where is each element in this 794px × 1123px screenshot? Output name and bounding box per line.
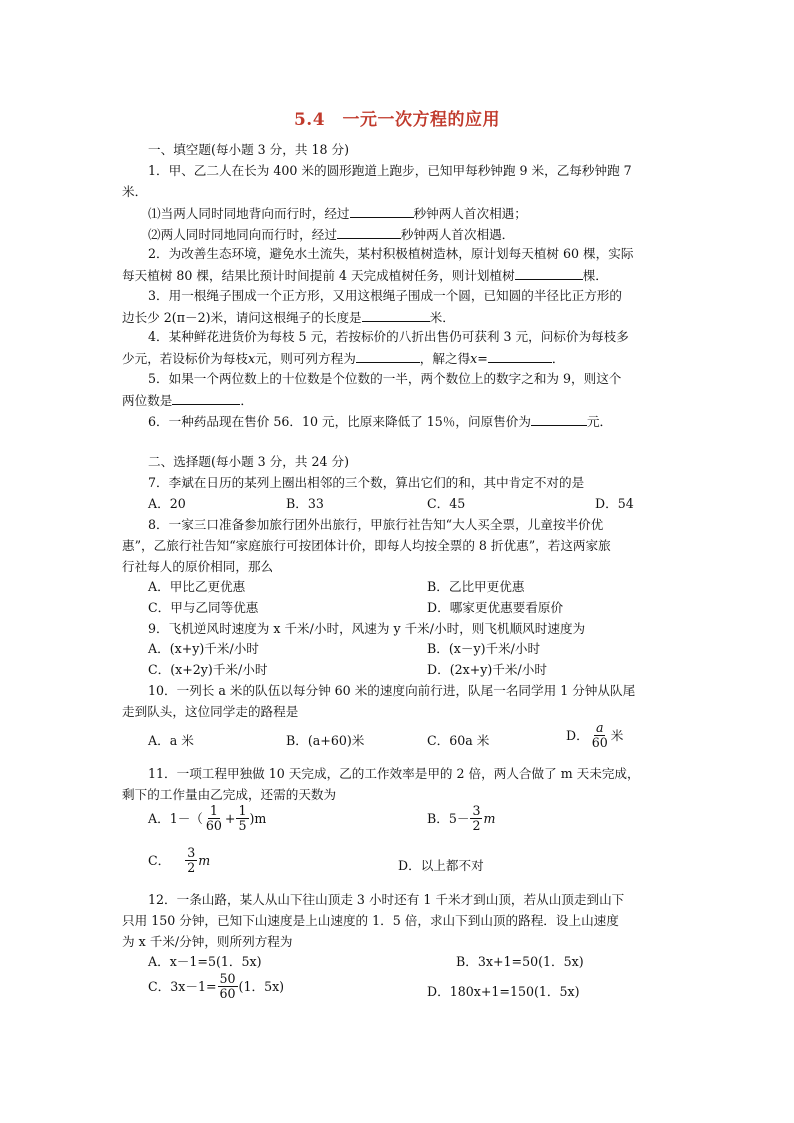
q11-a-f2-denominator: 5 [238,818,247,833]
q8-text-line3: 行社每人的原价相同，那么 [122,559,274,574]
q7-text: 7．李斌在日历的某列上圈出相邻的三个数，算出它们的和，其中肯定不对的是 [148,475,585,490]
q1-part-a-blank[interactable] [350,205,414,218]
q12-option-c[interactable] [148,972,284,1001]
q10-text-line2: 走到队头，这位同学走的路程是 [122,704,299,719]
q12-option-b[interactable]: B．3x+1=50(1．5x) [456,954,584,969]
q11-c-fraction [185,846,197,875]
q8-option-a[interactable]: A．甲比乙更优惠 [148,579,246,594]
q11-c-denominator: 2 [187,860,196,875]
q12-c-pre: C．3x－1= [148,978,217,994]
q11-b-numerator: 3 [472,803,481,818]
section-heading-multiple-choice: 二、选择题(每小题 3 分，共 24 分) [148,454,350,469]
q1-part-b-pre: ⑵两人同时同地同向而行时，经过 [148,227,337,242]
q1-part-a [148,205,527,222]
q4-variable-x: x [247,351,256,366]
q2-text-line2 [122,267,608,284]
q7-option-a[interactable]: A．20 [148,496,186,511]
q5-line2-pre: 两位数是 [122,393,173,408]
q11-b-pre: B．5－ [427,810,470,826]
q11-a-f1-denominator: 60 [205,818,222,833]
q5-line2-post: ． [240,393,253,408]
q6-post: 元． [586,414,613,429]
q3-line2-post: 米． [429,310,455,325]
q4-variable-x2: x [470,351,478,366]
q12-text-line1: 12．一条山路，某人从山下往山顶走 3 小时还有 1 千米才到山顶，若从山顶走到山下 [148,892,625,907]
q4-line2-pre: 少元，若设标价为每枝 [122,351,248,366]
q9-text: 9．飞机逆风时速度为 x 千米/小时，风速为 y 千米/小时，则飞机顺风时速度为 [148,621,586,636]
q9-option-a[interactable]: A．(x+y)千米/小时 [148,641,259,656]
q10-option-b[interactable]: B．(a+60)米 [286,733,365,748]
q11-a-fraction1 [204,804,224,833]
q10-option-d[interactable] [566,721,623,750]
section-heading-fill-in: 一、填空题(每小题 3 分，共 18 分) [148,142,350,157]
q10-option-d-label: D． [566,727,589,743]
q11-a-plus: + [224,810,236,826]
q10-text-line1: 10．一列长 a 米的队伍以每分钟 60 米的速度向前行进，队尾一名同学用 1 分钟从队尾 [148,683,636,698]
q11-option-a[interactable] [148,804,266,833]
q11-a-pre: A．1－（ [148,810,203,826]
q8-option-b[interactable]: B．乙比甲更优惠 [427,579,525,594]
q8-text-line2: 惠”，乙旅行社告知“家庭旅行可按团体计价，即每人均按全票的 8 折优惠”，若这两家旅 [122,538,611,553]
q7-option-c[interactable]: C．45 [427,496,466,511]
q12-c-numerator: 50 [219,971,236,986]
q1-part-b-blank[interactable] [337,226,401,239]
q3-line2-pre: 边长少 2(π－2)米，请问这根绳子的长度是 [122,310,362,325]
q11-a-f2-numerator: 1 [238,803,247,818]
q12-c-denominator: 60 [219,986,236,1001]
q9-option-c[interactable]: C．(x+2y)千米/小时 [148,662,268,677]
q11-option-d[interactable]: D．以上都不对 [398,858,484,873]
q10-option-d-unit: 米 [610,727,624,743]
q3-blank[interactable] [362,309,430,322]
q2-blank[interactable] [515,267,583,280]
q6-text [148,413,612,430]
q11-c-pre: C． [148,852,171,868]
q2-line2-pre: 每天植树 80 棵，结果比预计时间提前 4 天完成植树任务，则计划植树 [122,268,515,283]
q4-solution-blank[interactable] [488,350,552,363]
q11-c-post: m [198,852,211,868]
q12-option-a[interactable]: A．x－1=5(1．5x) [148,954,262,969]
q10-d-denominator: 60 [591,735,608,750]
q8-option-d[interactable]: D．哪家更优惠要看原价 [427,600,564,615]
q11-a-f1-numerator: 1 [209,803,218,818]
q2-text-line1: 2．为改善生态环境，避免水土流失，某村积极植树造林，原计划每天植树 60 棵，实际 [148,246,634,261]
q2-line2-post: 棵． [582,268,608,283]
q12-text-line2: 只用 150 分钟，已知下山速度是上山速度的 1．5 倍，求山下到山顶的路程．设上山速度 [122,913,619,928]
q10-option-a[interactable]: A．a 米 [148,733,194,748]
q11-a-fraction2 [236,804,248,833]
q8-text-line1: 8．一家三口准备参加旅行团外出旅行，甲旅行社告知“大人买全票，儿童按半价优 [148,517,604,532]
q9-option-d[interactable]: D．(2x+y)千米/小时 [427,662,547,677]
q6-pre: 6．一种药品现在售价 56．10 元，比原来降低了 15％，问原售价为 [148,414,531,429]
q1-part-b [148,226,514,243]
q12-text-line3: 为 x 千米/分钟，则所列方程为 [122,934,293,949]
q8-option-c[interactable]: C．甲与乙同等优惠 [148,600,259,615]
q5-text-line1: 5．如果一个两位数上的十位数是个位数的一半，两个数位上的数字之和为 9，则这个 [148,371,622,386]
q9-option-b[interactable]: B．(x－y)千米/小时 [427,641,541,656]
q1-text-line1: 1．甲、乙二人在长为 400 米的圆形跑道上跑步，已知甲每秒钟跑 9 米，乙每秒钟跑 7 [148,163,632,178]
q3-text-line2 [122,309,455,326]
q11-option-b[interactable] [427,804,495,833]
q11-b-fraction [470,804,482,833]
q4-line2-post: ． [551,351,565,366]
q1-part-a-post: 秒钟两人首次相遇； [413,206,527,221]
q12-option-d[interactable]: D．180x+1=150(1．5x) [427,984,580,999]
q7-option-d[interactable]: D．54 [595,496,634,511]
q4-text-line1: 4．某种鲜花进货价为每枝 5 元，若按标价的八折出售仍可获利 3 元，问标价为每枝多 [148,329,629,344]
q12-c-post: (1．5x) [238,978,285,994]
q11-b-denominator: 2 [472,818,481,833]
q4-line2-mid2: ，解之得 [419,351,471,366]
q11-c-numerator: 3 [187,845,196,860]
q11-b-post: m [483,810,496,826]
q1-part-a-pre: ⑴当两人同时同地背向而行时，经过 [148,206,350,221]
q10-option-c[interactable]: C．60a 米 [427,733,490,748]
q4-equals: = [477,351,488,366]
q7-option-b[interactable]: B．33 [286,496,324,511]
q10-d-numerator: a [595,720,604,735]
q5-text-line2 [122,392,253,409]
q4-line2-mid: 元，则可列方程为 [255,351,356,366]
q11-option-c[interactable] [148,846,210,875]
q11-text-line1: 11．一项工程甲独做 10 天完成，乙的工作效率是甲的 2 倍，两人合做了 m 天未完成， [148,766,640,781]
page-title: 5.4 一元一次方程的应用 [293,110,501,130]
q11-text-line2: 剩下的工作量由乙完成，还需的天数为 [122,787,337,802]
q1-text-line2: 米． [122,184,148,199]
q4-text-line2 [122,350,564,367]
q3-text-line1: 3．用一根绳子围成一个正方形，又用这根绳子围成一个圆，已知圆的半径比正方形的 [148,288,622,303]
q6-blank[interactable] [531,413,587,426]
q12-c-fraction [218,972,238,1001]
q5-blank[interactable] [172,392,240,405]
q4-equation-blank[interactable] [356,350,420,363]
q10-option-d-fraction [590,721,610,750]
q1-part-b-post: 秒钟两人首次相遇． [400,227,515,242]
q11-a-post: )m [249,810,267,826]
